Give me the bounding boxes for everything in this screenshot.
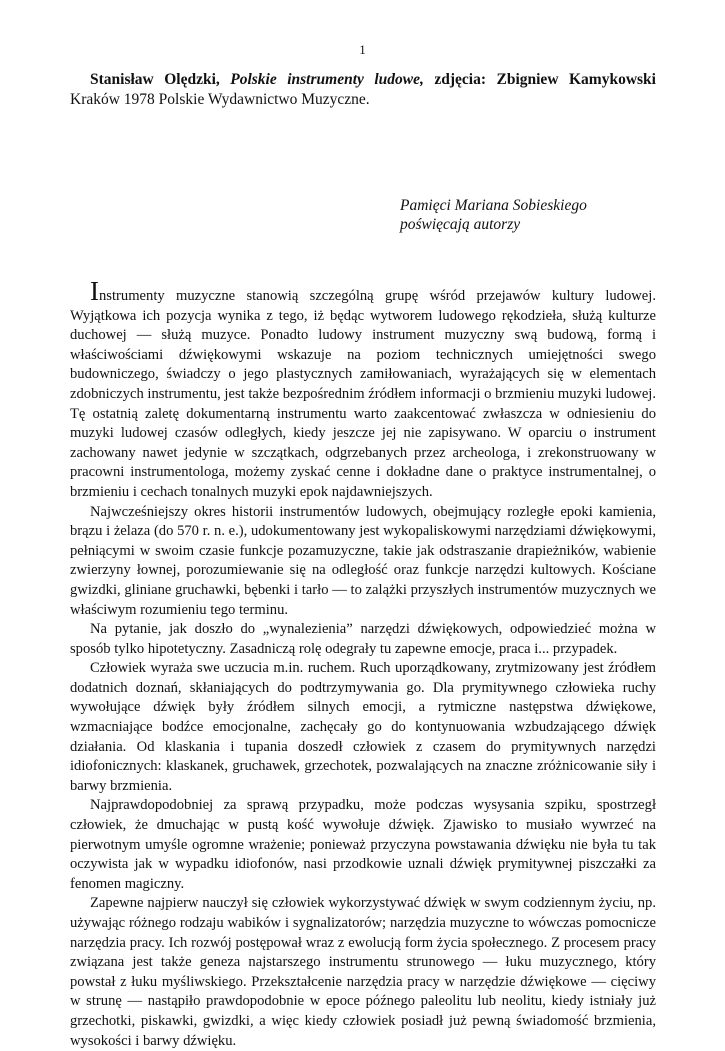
photos-credit: zdjęcia: Zbigniew Kamykowski [434, 71, 656, 88]
paragraph-3: Na pytanie, jak doszło do „wynalezienia” narzędzi dźwiękowych, odpowiedzieć można w sposób tylko hipotetyczny. Zasadniczą rolę odegrały tu zapewne emocje, praca i... przypadek. [70, 621, 656, 657]
book-title: Polskie instrumenty ludowe, [230, 71, 424, 88]
dedication [400, 196, 587, 234]
paragraph-1 [70, 276, 657, 503]
paragraph-5: Najprawdopodobniej za sprawą przypadku, może podczas wysysania szpiku, spostrzegł człowiek, że dmuchając w pustą kość wywołuje dźwięk. Zjawisko to musiało wywrzeć na pierwotnym umyśle ogromne wrażenie; ponieważ przyczyna powstawania dźwięku nie była tu tak oczywista jak w wypadku idiofonów, nasi przodkowie uznali dźwięk prymitywnej piszczałki za fenomen magiczny. [70, 797, 656, 892]
main-text [70, 276, 657, 1051]
publication-info: Kraków 1978 Polskie Wydawnictwo Muzyczne. [70, 91, 370, 108]
paragraph-4: Człowiek wyraża swe uczucia m.in. ruchem. Ruch uporządkowany, zrytmizowany jest źródłem dodatnich doznań, skłaniających do podtrzymywania go. Dla prymitywnego człowieka ruchy wywołujące dźwięk były źródłem silnych emocji, a rytmiczne następstwa dźwiękowe, wzmacniające bodźce emocjonalne, zachęcały go do kontynuowania wzbudzającego dźwięk działania. Od klaskania i tupania doszedł człowiek z czasem do prymitywnych narzędzi idiofonicznych: klaskanek, gruchawek, grzechotek, pozwalających na znaczne zróżnicowanie siły i barwy brzmienia. [70, 660, 656, 794]
paragraph-6: Zapewne najpierw nauczył się człowiek wykorzystywać dźwięk w swym codziennym życiu, np. używając różnego rodzaju wabików i sygnalizatorów; narzędzia muzyczne to wówczas pomocnicze narzędzia pracy. Ich rozwój postępował wraz z ewolucją form życia społecznego. Z procesem pracy związana jest także geneza najstarszego instrumentu strunowego — łuku muzycznego, który powstał z łuku myśliwskiego. Przekształcenie narzędzia pracy w narzędzie dźwiękowe — cięciwy w strunę — nastąpiło prawdopodobnie w epoce późnego paleolitu lub neolitu, kiedy istniały już grzechotki, piskawki, gwizdki, a więc kiedy człowiek posiadł już pewną świadomość brzmienia, wysokości i barwy dźwięku. [70, 895, 656, 1049]
paragraph-1-text: nstrumenty muzyczne stanowią szczególną grupę wśród przejawów kultury ludowej. Wyjątkowa ich pozycja wynika z tego, iż będąc wytworem ludowego rękodzieła, służą kulturze duchowej — służą muzyce. Ponadto ludowy instrument muzyczny swą budową, formą i właściwościami dźwiękowymi wskazuje na poziom technicznych umiejętności swego budowniczego, świadczy o jego plastycznych zamiłowaniach, wyrażających się w elementach zdobniczych instrumentu, jest także bezpośrednim źródłem informacji o brzmieniu muzyki ludowej. Tę ostatnią zaletę dokumentarną instrumentu warto zaakcentować zwłaszcza w odniesieniu do muzyki ludowej czasów odległych, kiedy jeszcze jej nie zapisywano. W oparciu o instrument zachowany nawet jedynie w szczątkach, odgrzebanych przez archeologa, i zrekonstruowany w pracowni instrumentologa, możemy zyskać cenne i dokładne dane o praktyce instrumentalnej, o brzmieniu i cechach tonalnych muzyki epok najdawniejszych. [70, 288, 657, 500]
bibliographic-header [70, 70, 656, 110]
initial-letter: I [90, 276, 99, 306]
page-number: 1 [359, 42, 366, 57]
dedication-line-2: poświęcają autorzy [400, 216, 521, 233]
author-name: Stanisław Olędzki, [90, 71, 220, 88]
dedication-line-1: Pamięci Mariana Sobieskiego [400, 197, 587, 214]
paragraph-2: Najwcześniejszy okres historii instrumentów ludowych, obejmujący rozległe epoki kamienia, brązu i żelaza (do 570 r. n. e.), udokumentowany jest wykopaliskowymi narzędziami dźwiękowymi, pełniącymi w swoim czasie funkcje pozamuzyczne, takie jak odstraszanie drapieżników, wabienie zwierzyny łownej, porozumiewanie się na odległość oraz funkcje narzędzi kultowych. Kościane gwizdki, gliniane gruchawki, bębenki i tarło — to zalążki przyszłych instrumentów muzycznych we właściwym rozumieniu tego terminu. [70, 503, 656, 618]
